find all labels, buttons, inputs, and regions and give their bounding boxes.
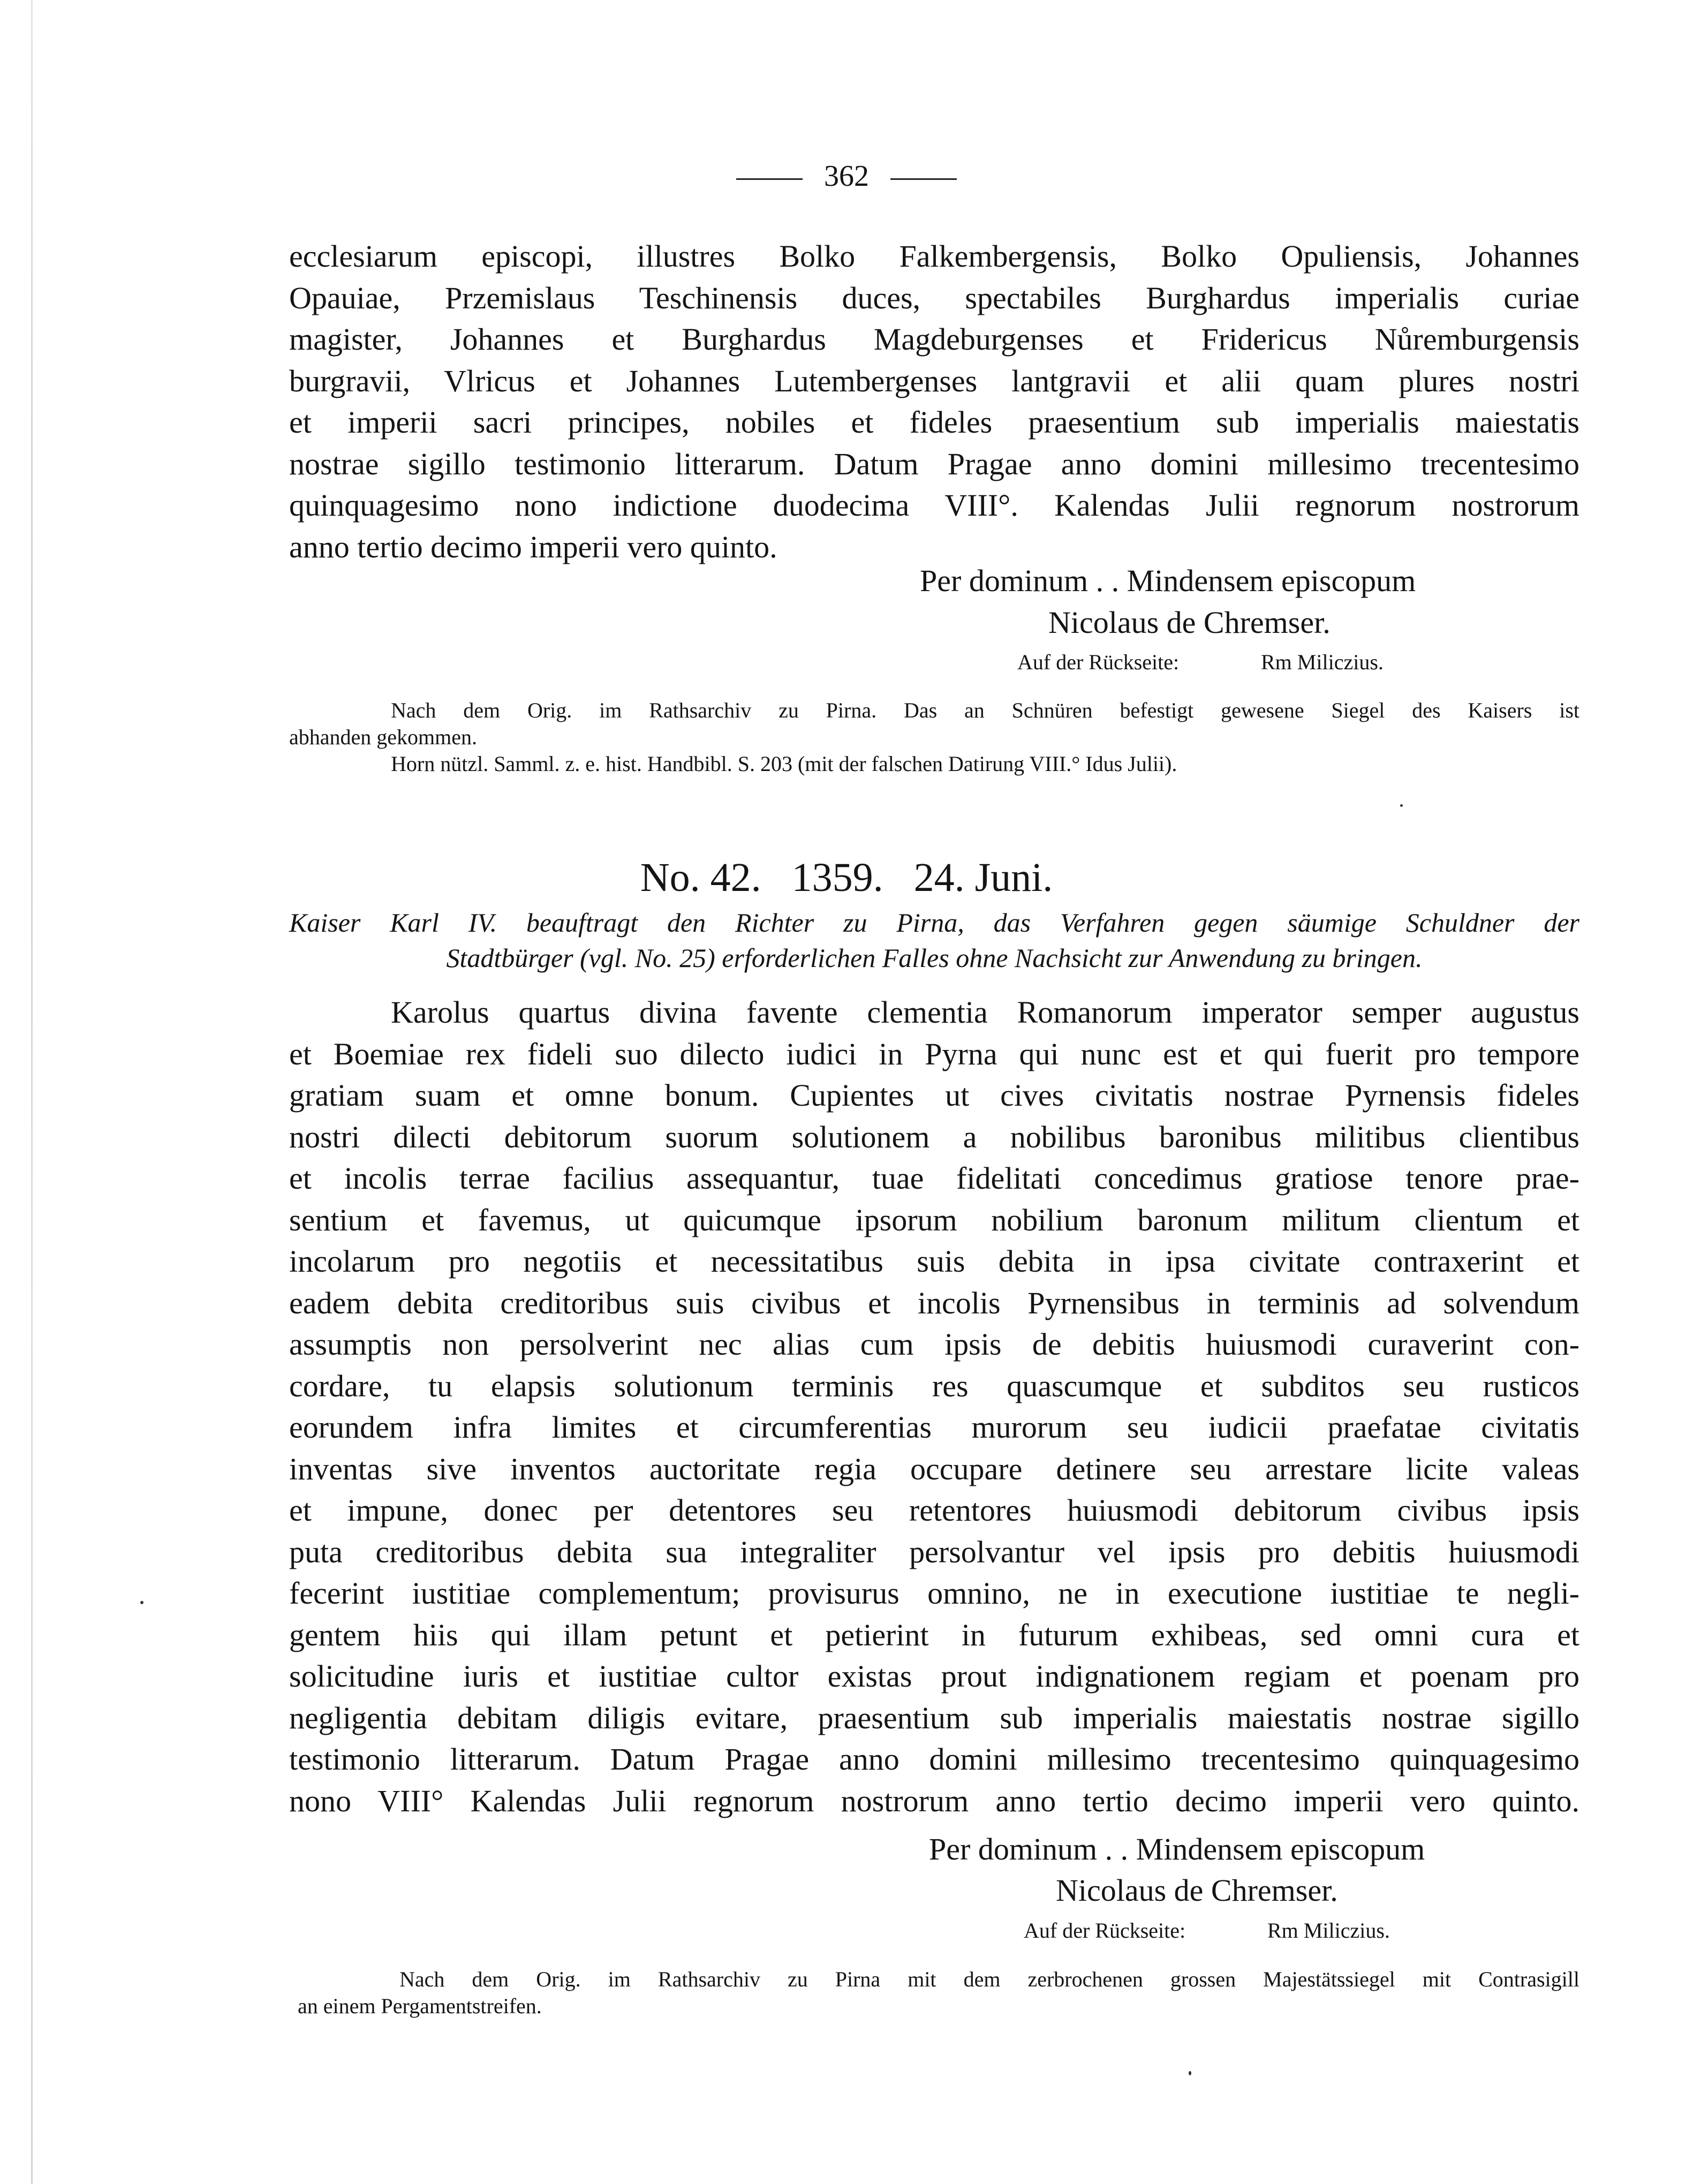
text-line: nostri dilecti debitorum suorum solutionem a nobilibus baronibus militibus clientibus bbox=[289, 1119, 1579, 1154]
text-line: magister, Johannes et Burghardus Magdeburgenses et Fridericus Nůremburgensis bbox=[289, 322, 1579, 357]
text-line: et Boemiae rex fideli suo dilecto iudici in Pyrna qui nunc est et qui fuerit pro tempore bbox=[289, 1036, 1579, 1071]
document-text bbox=[289, 992, 1579, 1822]
note-line: Nach dem Orig. im Rathsarchiv zu Pirna. Das an Schnüren befestigt gewesene Siegel des Kaisers ist bbox=[391, 698, 1579, 722]
endorsement-label: Auf der Rückseite: bbox=[1017, 650, 1180, 674]
signature-line-2: Nicolaus de Chremser. bbox=[1056, 1873, 1338, 1908]
text-line: incolarum pro negotiis et necessitatibus suis debita in ipsa civitate contraxerint et bbox=[289, 1244, 1579, 1279]
text-line: nostrae sigillo testimonio litterarum. Datum Pragae anno domini millesimo trecentesimo bbox=[289, 446, 1579, 481]
endorsement-value: Rm Miliczius. bbox=[1261, 650, 1384, 674]
document-regest bbox=[289, 905, 1579, 976]
text-line: et incolis terrae facilius assequantur, tuae fidelitati concedimus gratiose tenore prae- bbox=[289, 1161, 1579, 1196]
text-line: sentium et favemus, ut quicumque ipsorum nobilium baronum militum clientum et bbox=[289, 1202, 1579, 1237]
source-note bbox=[298, 1966, 1579, 2020]
text-line: burgravii, Vlricus et Johannes Lutembergenses lantgravii et alii quam plures nostri bbox=[289, 363, 1579, 398]
endorsement-value: Rm Miliczius. bbox=[1267, 1918, 1390, 1943]
source-note bbox=[289, 697, 1579, 777]
right-dash bbox=[890, 178, 957, 180]
text-line: fecerint iustitiae complementum; provisurus omnino, ne in executione iustitiae te negli- bbox=[289, 1576, 1579, 1611]
left-dash bbox=[736, 178, 803, 180]
text-line: assumptis non persolverint nec alias cum ipsis de debitis huiusmodi curaverint con- bbox=[289, 1327, 1579, 1362]
page-number bbox=[0, 157, 1693, 195]
text-line: nono VIII° Kalendas Julii regnorum nostrorum anno tertio decimo imperii vero quinto. bbox=[289, 1783, 1579, 1818]
scan-speck bbox=[1400, 804, 1403, 807]
text-line: inventas sive inventos auctoritate regia occupare detinere seu arrestare licite valeas bbox=[289, 1451, 1579, 1486]
note-line: Nach dem Orig. im Rathsarchiv zu Pirna mit dem zerbrochenen grossen Majestätssiegel mit Contrasigill bbox=[399, 1967, 1579, 1991]
document-heading: No. 42. 1359. 24. Juni. bbox=[640, 855, 1053, 900]
text-line: ecclesiarum episcopi, illustres Bolko Falkembergensis, Bolko Opuliensis, Johannes bbox=[289, 239, 1579, 274]
text-line: cordare, tu elapsis solutionum terminis res quascumque et subditos seu rusticos bbox=[289, 1368, 1579, 1403]
text-line: et imperii sacri principes, nobiles et fideles praesentium sub imperialis maiestatis bbox=[289, 405, 1579, 440]
text-line: Karolus quartus divina favente clementia Romanorum imperator semper augustus bbox=[391, 995, 1579, 1030]
endorsement-label: Auf der Rückseite: bbox=[1024, 1918, 1186, 1943]
text-line: eorundem infra limites et circumferentias murorum seu iudicii praefatae civitatis bbox=[289, 1410, 1579, 1445]
text-line: quinquagesimo nono indictione duodecima VIII°. Kalendas Julii regnorum nostrorum bbox=[289, 488, 1579, 523]
continuation-text bbox=[289, 236, 1579, 568]
text-line: gentem hiis qui illam petunt et petierint in futurum exhibeas, sed omni cura et bbox=[289, 1617, 1579, 1652]
text-line: puta creditoribus debita sua integraliter persolvantur vel ipsis pro debitis huiusmodi bbox=[289, 1534, 1579, 1569]
signature-line-2: Nicolaus de Chremser. bbox=[1048, 605, 1331, 640]
text-line: et impune, donec per detentores seu retentores huiusmodi debitorum civibus ipsis bbox=[289, 1493, 1579, 1528]
scan-speck bbox=[140, 1601, 143, 1604]
regest-line: Stadtbürger (vgl. No. 25) erforderlichen Falles ohne Nachsicht zur Anwendung zu bringen. bbox=[446, 943, 1423, 973]
regest-line: Kaiser Karl IV. beauftragt den Richter zu Pirna, das Verfahren gegen säumige Schuldner der bbox=[289, 908, 1579, 938]
text-line: negligentia debitam diligis evitare, praesentium sub imperialis maiestatis nostrae sigillo bbox=[289, 1700, 1579, 1735]
text-line: anno tertio decimo imperii vero quinto. bbox=[289, 529, 777, 564]
note-line: abhanden gekommen. bbox=[289, 725, 477, 749]
note-line: an einem Pergamentstreifen. bbox=[298, 1994, 542, 2018]
signature-line-1: Per dominum . . Mindensem episcopum bbox=[920, 563, 1416, 598]
text-line: Opauiae, Przemislaus Teschinensis duces, spectabiles Burghardus imperialis curiae bbox=[289, 280, 1579, 315]
scan-speck bbox=[1189, 2071, 1191, 2075]
text-line: solicitudine iuris et iustitiae cultor existas prout indignationem regiam et poenam pro bbox=[289, 1659, 1579, 1694]
text-line: testimonio litterarum. Datum Pragae anno domini millesimo trecentesimo quinquagesimo bbox=[289, 1742, 1579, 1777]
text-line: eadem debita creditoribus suis civibus et incolis Pyrnensibus in terminis ad solvendum bbox=[289, 1285, 1579, 1320]
page-number-text: 362 bbox=[824, 160, 869, 193]
scan-edge bbox=[31, 0, 33, 2184]
note-line: Horn nützl. Samml. z. e. hist. Handbibl. S. 203 (mit der falschen Datirung VIII.° Idus Julii). bbox=[391, 752, 1177, 776]
text-line: gratiam suam et omne bonum. Cupientes ut cives civitatis nostrae Pyrnensis fideles bbox=[289, 1078, 1579, 1113]
signature-line-1: Per dominum . . Mindensem episcopum bbox=[929, 1832, 1425, 1866]
